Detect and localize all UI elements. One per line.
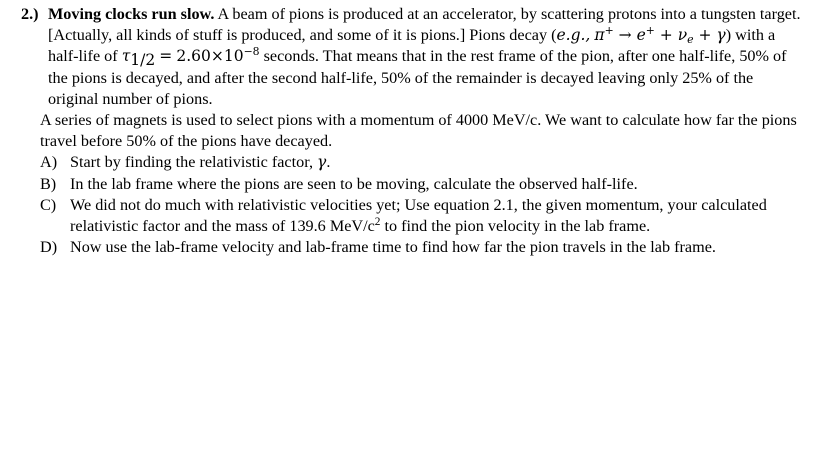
part-d-label: D) (40, 238, 58, 257)
halflife-equals: = (159, 47, 173, 66)
problem-parts (40, 152, 801, 258)
mass-unit-superscript: 2 (374, 215, 381, 228)
problem-number: 2.) (21, 5, 39, 23)
problem-statement (21, 4, 801, 110)
halflife-value: $2.60\times 10^{-8}$ (176, 45, 260, 66)
problem-text-b: seconds. That means that in the rest frame of the pion, after one half-life, 50% of the pions is decayed, and after the second half-life, 50% of the remainder is decayed leaving only 25% of the original number of pions. (48, 47, 787, 108)
part-c-text: We did not do much with relativistic velocities yet; Use equation 2.1, the given momentum, your calculated relativistic factor and the mass of 139.6 MeV/c (70, 195, 767, 236)
gamma-symbol: γ (317, 153, 327, 172)
decay-equation: $\pi^+ \to e^+ + \nu_e + \gamma$ (594, 24, 726, 47)
part-a (40, 152, 801, 173)
eg-abbrev: e.g., (556, 26, 591, 45)
part-a-text: Start by finding the relativistic factor, (70, 153, 313, 172)
part-d-text: Now use the lab-frame velocity and lab-frame time to find how far the pion travels in the lab frame. (70, 238, 716, 257)
problem-text-a: A beam of pions is produced at an accelerator, by scattering protons into a tungsten target. [Actually, all kinds of stuff is produced, and some of it is pions.] Pions decay ( (48, 5, 801, 45)
part-b (40, 174, 801, 195)
part-c-end: to find the pion velocity in the lab frame. (380, 217, 651, 236)
part-b-label: B) (40, 174, 57, 193)
problem-2 (21, 4, 801, 258)
part-a-label: A) (40, 153, 58, 172)
decay-tail: ) with a half-life of (48, 26, 776, 66)
problem-intro: A series of magnets is used to select pions with a momentum of 4000 MeV/c. We want to calculate how far the pions travel before 50% of the pions have decayed. (40, 111, 797, 151)
part-c (40, 195, 801, 237)
halflife-symbol: $\tau_{1/2}$ (121, 47, 156, 69)
problem-title: Moving clocks run slow. (48, 5, 215, 23)
part-d (40, 237, 801, 258)
part-c-label: C) (40, 195, 57, 214)
part-a-end: . (326, 153, 331, 172)
part-b-text: In the lab frame where the pions are seen to be moving, calculate the observed half-life. (70, 174, 638, 193)
